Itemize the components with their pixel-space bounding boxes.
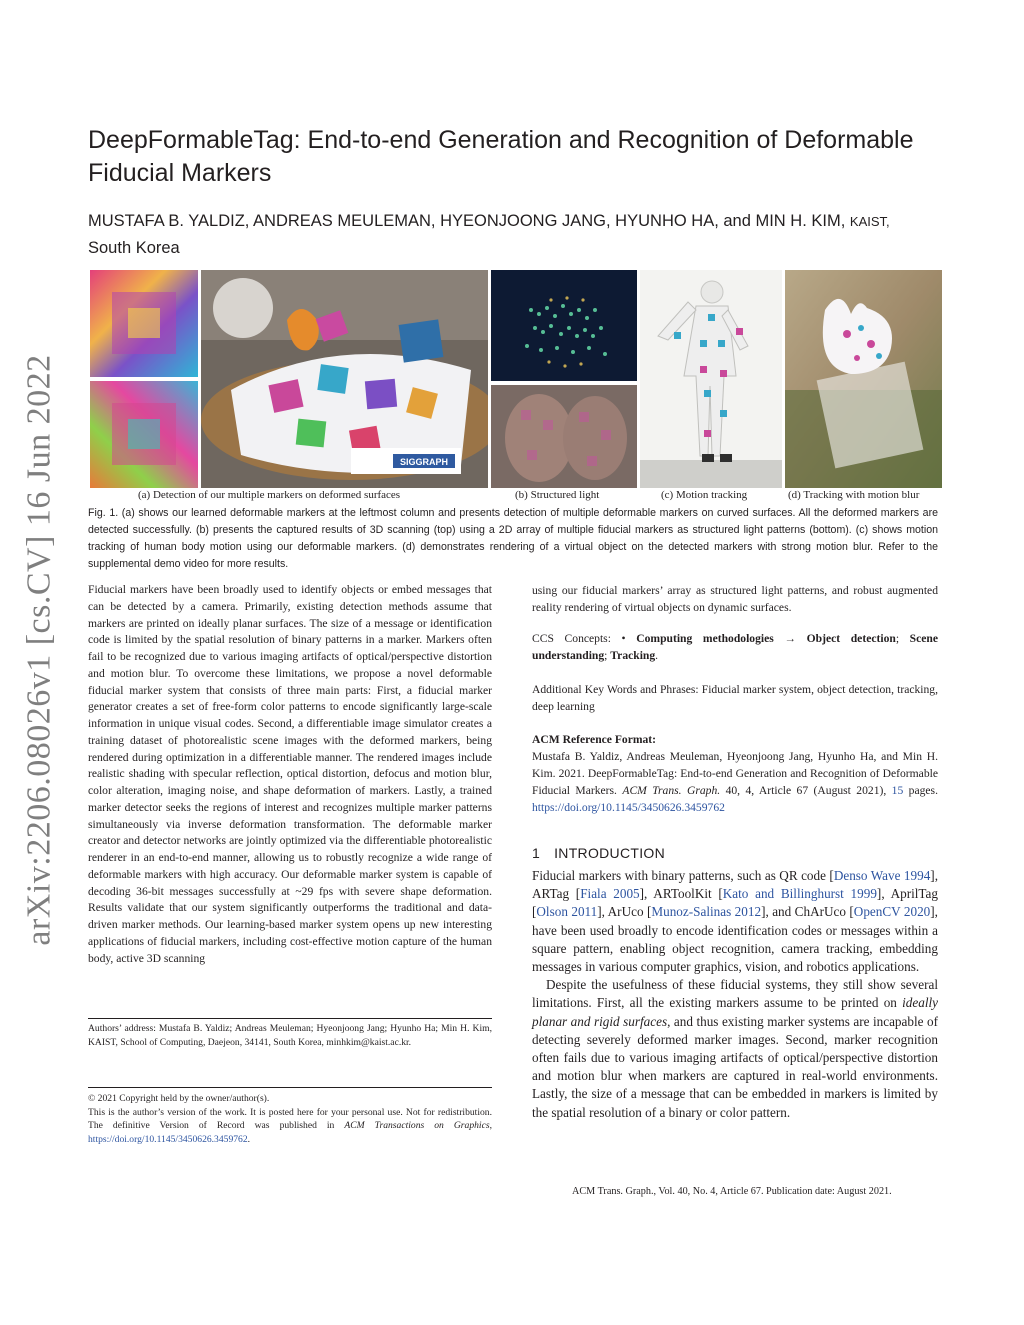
authors-address	[88, 1022, 492, 1049]
intro-text: ], AprilTag [	[532, 886, 938, 920]
figure-panel-structured-light	[491, 270, 637, 488]
subcaption-d: (d) Tracking with motion blur	[788, 489, 920, 501]
acm-reference-journal: ACM Trans. Graph.	[622, 784, 721, 797]
citation-link[interactable]: Olson 2011	[536, 904, 598, 920]
authors-address-text: Authors’ address: Mustafa B. Yaldiz; Andreas Meuleman; Hyeonjoong Jang; Hyunho Ha; Min H. Kim, KAIST, School of Computing, Daejeon, 34141, South Korea, minhkim@kaist.ac.kr.	[88, 1023, 492, 1048]
figure-panel-motion-blur	[785, 270, 942, 488]
ccs-concept-1: Computing methodologies → Object detection	[636, 632, 896, 645]
intro-text: ], and ChArUco [	[761, 904, 854, 920]
section-number: 1	[532, 845, 541, 861]
page-footer: ACM Trans. Graph., Vol. 40, No. 4, Article 67. Publication date: August 2021.	[572, 1186, 892, 1197]
abstract-continuation-text: using our fiducial markers’ array as structured light patterns, and robust augmented reality rendering of virtual objects on dynamic surfaces.	[532, 584, 938, 614]
ccs-label: CCS Concepts: •	[532, 632, 626, 645]
copyright-journal: ACM Transactions on Graphics	[344, 1120, 490, 1131]
intro-text: ], ARTag [	[532, 868, 938, 902]
copyright-end: .	[247, 1133, 251, 1145]
acm-reference-pages-link[interactable]: 15	[891, 784, 904, 797]
intro-text: Despite the usefulness of these fiducial systems, they still show several limitations. First, all the existing markers assume to be printed on	[532, 977, 938, 1011]
motion-blur-image	[785, 270, 942, 488]
acm-reference-text: Mustafa B. Yaldiz, Andreas Meuleman, Hyeonjoong Jang, Hyunho Ha, and Min H. Kim. 2021. DeepFormableTag: End-to-end Generation and Recognition of Deformable Fiducial Markers.	[532, 750, 938, 797]
section-title: INTRODUCTION	[554, 845, 666, 861]
copyright-line-2: This is the author’s version of the work. It is posted here for your personal use. Not for redistribution. The definitive Version of Record was published in	[88, 1106, 492, 1131]
ccs-separator: ;	[895, 632, 910, 645]
introduction-body	[532, 867, 938, 1122]
intro-paragraph-1	[532, 867, 938, 976]
copyright-doi-link[interactable]: https://doi.org/10.1145/3450626.3459762	[88, 1133, 248, 1145]
citation-link[interactable]: Fiala 2005	[580, 886, 640, 902]
motion-tracking-image	[640, 270, 782, 488]
abstract-continuation	[532, 582, 938, 616]
keywords-text: Additional Key Words and Phrases: Fiducial marker system, object detection, tracking, deep learning	[532, 683, 938, 713]
subcaption-a: (a) Detection of our multiple markers on deformed surfaces	[138, 489, 401, 501]
ccs-separator: ;	[604, 649, 611, 662]
figure-panel-motion-tracking	[640, 270, 782, 488]
intro-text: Fiducial markers with binary patterns, such as QR code [	[532, 868, 834, 883]
deformed-markers-scene-image	[201, 270, 488, 488]
copyright-line-1: © 2021 Copyright held by the owner/author(s).	[88, 1093, 270, 1104]
citation-link[interactable]: Denso Wave 1994	[833, 868, 931, 883]
acm-reference-pages-suffix: pages.	[903, 784, 938, 797]
acm-reference-doi-link[interactable]: https://doi.org/10.1145/3450626.3459762	[532, 801, 725, 814]
structured-light-image	[491, 270, 637, 488]
intro-text: ], ARToolKit [	[639, 886, 723, 902]
figure-caption: Fig. 1. (a) shows our learned deformable markers at the leftmost column and presents detection of multiple deformable markers on curved surfaces. All the deformed markers are detected successfully. (b) presents the captured results of 3D scanning (top) using a 2D array of multiple fiducial markers as structured light patterns (bottom). (c) shows motion tracking of human body motion using our deformable markers. (d) demonstrates rendering of a virtual object on the detected markers with strong motion blur. Refer to the supplemental demo video for more results.	[88, 507, 938, 570]
copyright-notice	[88, 1092, 492, 1146]
intro-text: , and thus existing marker systems are incapable of detecting severely deformed marker images. Second, marker recognition often fails due to various imaging artifacts of optical/perspective distortion and motion blur when markers are captured in real-world environments. Lastly, the size of a message that can be embedded in markers is limited by the spatial resolution of a binary or color pattern.	[532, 1013, 938, 1120]
arxiv-stamp	[6, 350, 74, 950]
subcaption-b: (b) Structured light	[515, 489, 600, 501]
section-heading	[532, 845, 665, 861]
intro-text: ], have been used broadly to encode identification codes or messages within a square pattern, enabling object recognition, camera tracking, embedding messages in various computer graphics, vision, and robotics applications.	[532, 904, 938, 975]
learned-markers-image	[90, 270, 198, 488]
author-affiliation: KAIST,	[849, 214, 890, 229]
footnote-rule	[88, 1018, 492, 1019]
intro-text: ], ArUco [	[597, 904, 652, 920]
figure-panel-deformed-detection	[201, 270, 488, 488]
siggraph-badge-text: SIGGRAPH	[399, 457, 449, 467]
keywords	[532, 681, 938, 715]
ccs-concepts	[532, 630, 938, 664]
subcaption-c: (c) Motion tracking	[661, 489, 748, 501]
acm-reference-heading: ACM Reference Format:	[532, 733, 657, 746]
copyright-rule	[88, 1087, 492, 1088]
abstract	[88, 582, 492, 967]
acm-reference	[532, 731, 938, 816]
citation-link[interactable]: Kato and Billinghurst 1999	[722, 886, 877, 902]
intro-emphasis: ideally planar and rigid surfaces	[532, 995, 938, 1029]
abstract-text: Fiducial markers have been broadly used to identify objects or embed messages that can be detected by a camera. Primarily, existing detection methods assume that markers are printed on ideally planar surfaces. The size of a message or identification code is limited by the spatial resolution of binary patterns in a marker. Markers often fail to be recognized due to various imaging artifacts of optical/perspective distortion and motion blur. To overcome these limitations, we propose a novel deformable fiducial marker system that consists of three main parts: First, a fiducial marker generator creates a set of free-form color patterns to encode significantly large-scale information in unique visual codes. Second, a differentiable image simulator creates a training dataset of photorealistic scene images with the deformed markers, being rendered during optimization in a differentiable manner. The rendered images include realistic shading with specular reflection, optical distortion, defocus and motion blur, color alteration, imaging noise, and shape deformation of markers. Lastly, a trained marker detector seeks the regions of interest and recognizes multiple marker patterns simultaneously via inverse deformation transformation. The deformable marker creator and detector networks are jointly optimized via the differentiable photorealistic renderer in an end-to-end manner, allowing us to robustly recognize a wide range of deformable markers with high accuracy. Our deformable marker system is capable of decoding 36-bit messages successfully at ~29 fps with severe shape deformation. Results validate that our system significantly outperforms the traditional and data-driven marker methods. Our learning-based marker system opens up new interesting applications of fiducial markers, including cost-effective motion capture of the human body, active 3D scanning	[88, 583, 492, 965]
citation-link[interactable]: Munoz-Salinas 2012	[651, 904, 762, 920]
arxiv-stamp-text: arXiv:2206.08026v1 [cs.CV] 16 Jun 2022	[21, 354, 59, 946]
figure-panel-markers	[90, 270, 198, 488]
ccs-concept-3: Tracking	[610, 649, 656, 662]
ccs-concept-2: Scene understanding	[532, 632, 939, 662]
acm-reference-details: 40, 4, Article 67 (August 2021),	[720, 784, 892, 797]
author-names: MUSTAFA B. YALDIZ, ANDREAS MEULEMAN, HYEONJOONG JANG, HYUNHO HA, and MIN H. KIM,	[88, 212, 846, 230]
ccs-end: .	[655, 649, 659, 662]
author-country: South Korea	[88, 239, 180, 257]
copyright-separator: ,	[489, 1120, 492, 1131]
author-block	[88, 208, 988, 261]
citation-link[interactable]: OpenCV 2020	[853, 904, 931, 920]
paper-title: DeepFormableTag: End-to-end Generation and Recognition of Deformable Fiducial Markers	[88, 126, 914, 187]
intro-paragraph-2	[532, 976, 938, 1122]
